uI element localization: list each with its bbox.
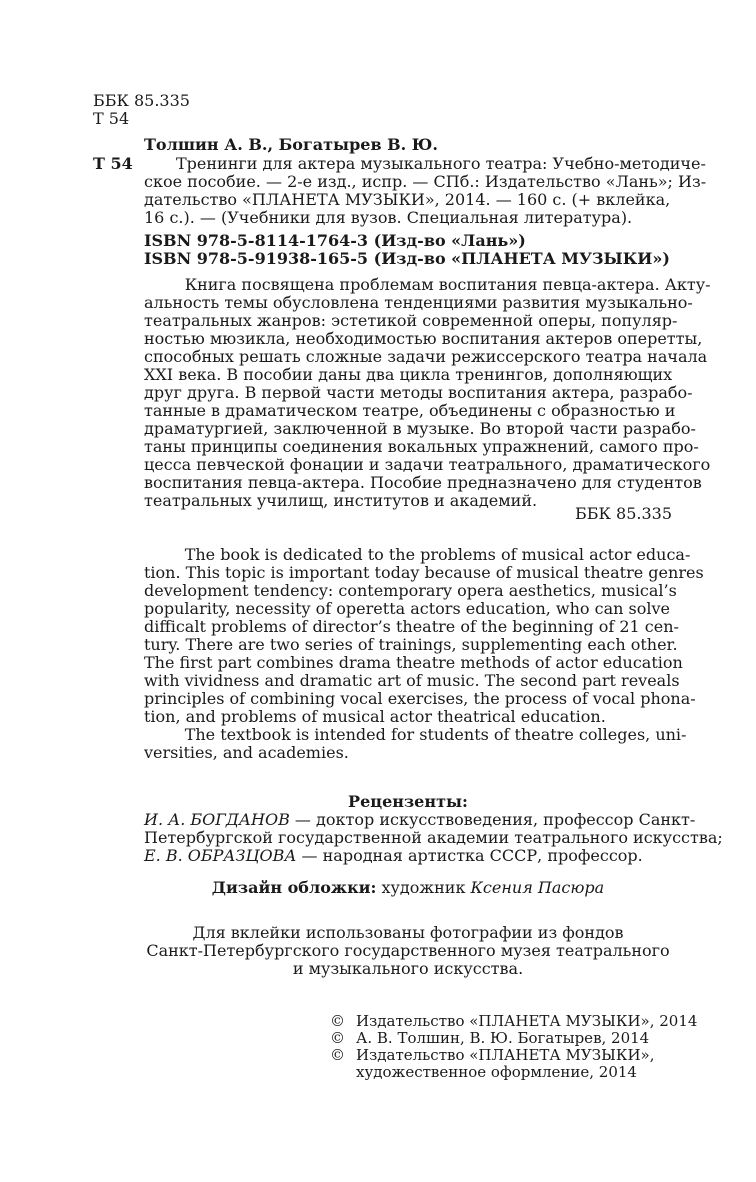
reviewer-1-continued: Петербургской государственной академии театрального искусства; xyxy=(144,828,723,847)
bbk-code-right: ББК 85.335 xyxy=(575,504,672,523)
abstract-line: танные в драматическом театре, объединены с образностью и xyxy=(144,401,676,420)
copyright-text: Издательство «ПЛАНЕТА МУЗЫКИ», 2014 xyxy=(356,1012,698,1030)
reviewer-2 xyxy=(144,847,643,865)
copyright-text: А. В. Толшин, В. Ю. Богатырев, 2014 xyxy=(356,1029,650,1047)
bib-line: дательство «ПЛАНЕТА МУЗЫКИ», 2014. — 160 с. (+ вклейка, xyxy=(144,190,671,209)
insert-note-line: Санкт-Петербургского государственного музея театрального xyxy=(146,941,670,960)
abstract-line: Книга посвящена проблемам воспитания певца-актера. Акту- xyxy=(144,275,711,294)
abstract-line: The book is dedicated to the problems of musical actor educa- xyxy=(144,545,691,564)
bib-line: 16 с.). — (Учебники для вузов. Специальная литература). xyxy=(144,208,633,227)
abstract-line: XXI века. В пособии даны два цикла тренингов, дополняющих xyxy=(144,365,673,384)
bib-line: ское пособие. — 2-е изд., испр. — СПб.: Издательство «Лань»; Из- xyxy=(144,172,707,191)
copyright-symbol: © xyxy=(330,1029,345,1047)
abstract-line: tion, and problems of musical actor theatrical education. xyxy=(144,707,606,726)
isbn-block xyxy=(144,232,670,268)
abstract-line: театральных жанров: эстетикой современной оперы, популяр- xyxy=(144,311,678,330)
cover-designer-name: Ксения Пасюра xyxy=(470,878,605,897)
abstract-line: versities, and academies. xyxy=(144,743,349,762)
reviewer-1 xyxy=(144,811,695,829)
bib-title-line: Тренинги для актера музыкального театра: Учебно-методиче- xyxy=(176,154,706,173)
reviewer-name: И. А. БОГДАНОВ xyxy=(144,810,290,829)
abstract-line: tion. This topic is important today because of musical theatre genres xyxy=(144,563,704,582)
abstract-line: with vividness and dramatic art of music. The second part reveals xyxy=(144,671,680,690)
abstract-line: development tendency: contemporary opera aesthetics, musical’s xyxy=(144,581,677,600)
isbn-line: ISBN 978-5-8114-1764-3 (Изд-во «Лань») xyxy=(144,231,526,250)
abstract-line: ностью мюзикла, необходимостью воспитания актеров оперетты, xyxy=(144,329,703,348)
author-mark: Т 54 xyxy=(93,109,130,128)
abstract-english xyxy=(144,546,704,762)
copyright-row xyxy=(330,1013,697,1030)
reviewer-desc: — народная артистка СССР, профессор. xyxy=(296,846,643,865)
abstract-line: difficalt problems of director’s theatre of the beginning of 21 cen- xyxy=(144,617,679,636)
abstract-line: театральных училищ, институтов и академий. xyxy=(144,491,538,510)
abstract-line: цесса певческой фонации и задачи театрального, драматического xyxy=(144,455,711,474)
abstract-line: драматургией, заключенной в музыке. Во второй части разрабо- xyxy=(144,419,696,438)
abstract-line: друг друга. В первой части методы воспитания актера, разрабо- xyxy=(144,383,693,402)
abstract-line: tury. There are two series of trainings, supplementing each other. xyxy=(144,635,678,654)
abstract-line: The textbook is intended for students of theatre colleges, uni- xyxy=(144,725,687,744)
cover-design-role: художник xyxy=(376,878,471,897)
reviewer-desc: — доктор искусствоведения, профессор Санкт- xyxy=(289,810,696,829)
abstract-line: popularity, necessity of operetta actors education, who can solve xyxy=(144,599,670,618)
authors: Толшин А. В., Богатырев В. Ю. xyxy=(144,135,438,154)
cover-design xyxy=(144,879,672,897)
abstract-line: воспитания певца-актера. Пособие предназначено для студентов xyxy=(144,473,702,492)
copyright-symbol: © xyxy=(330,1046,345,1064)
abstract-line: principles of combining vocal exercises, the process of vocal phona- xyxy=(144,689,696,708)
insert-note-line: Для вклейки использованы фотографии из фондов xyxy=(192,923,624,942)
copyright-block xyxy=(330,1013,697,1081)
copyright-row xyxy=(330,1047,697,1081)
abstract-line: способных решать сложные задачи режиссерского театра начала xyxy=(144,347,708,366)
copyright-line: художественное оформление, 2014 xyxy=(356,1063,637,1081)
cover-design-label: Дизайн обложки: xyxy=(211,878,377,897)
copyright-text xyxy=(356,1047,655,1081)
reviewers-heading: Рецензенты: xyxy=(348,792,468,811)
bbk-code: ББК 85.335 xyxy=(93,91,190,110)
abstract-line: альность темы обусловлена тенденциями развития музыкально- xyxy=(144,293,693,312)
copyright-symbol: © xyxy=(330,1012,345,1030)
abstract-russian xyxy=(144,276,711,510)
insert-note xyxy=(144,924,672,978)
isbn-line: ISBN 978-5-91938-165-5 (Изд-во «ПЛАНЕТА МУЗЫКИ») xyxy=(144,249,670,268)
copyright-line: Издательство «ПЛАНЕТА МУЗЫКИ», xyxy=(356,1046,655,1064)
reviewer-name: Е. В. ОБРАЗЦОВА xyxy=(144,846,297,865)
author-mark-bib: Т 54 xyxy=(93,154,133,173)
insert-note-line: и музыкального искусства. xyxy=(292,959,524,978)
abstract-line: таны принципы соединения вокальных упражнений, самого про- xyxy=(144,437,699,456)
abstract-line: The first part combines drama theatre methods of actor education xyxy=(144,653,683,672)
bib-description xyxy=(144,173,706,227)
copyright-row xyxy=(330,1030,697,1047)
